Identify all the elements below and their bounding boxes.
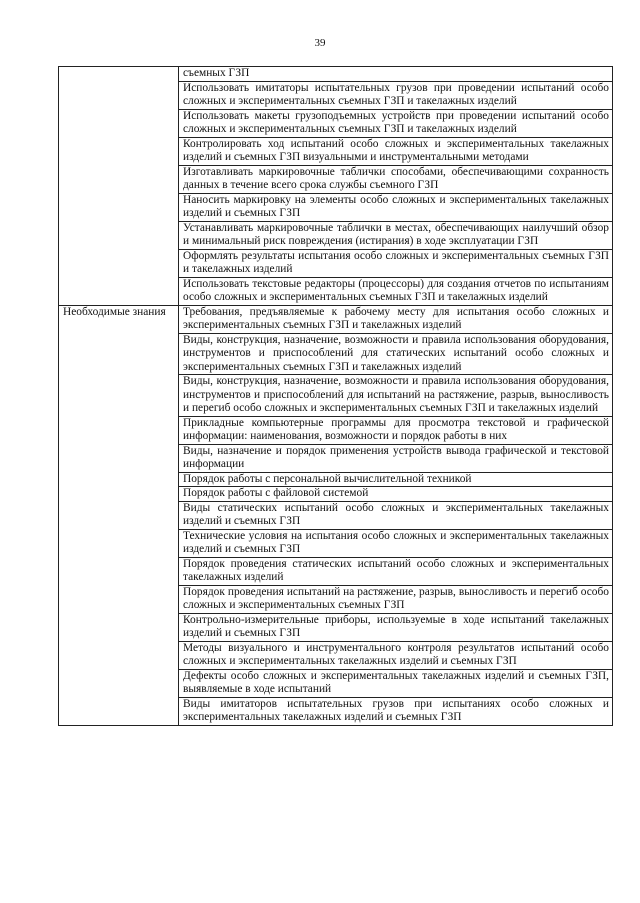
- actions-item: Оформлять результаты испытания особо сложных и экспериментальных съемных ГЗП и такелажных изделий: [179, 249, 613, 277]
- knowledge-label-cell: Необходимые знания: [59, 305, 179, 725]
- knowledge-item: Дефекты особо сложных и экспериментальных такелажных изделий и съемных ГЗП, выявляемые в ходе испытаний: [179, 669, 613, 697]
- knowledge-item: Порядок проведения статических испытаний особо сложных и экспериментальных такелажных изделий: [179, 557, 613, 585]
- knowledge-item: Порядок работы с персональной вычислительной техникой: [179, 472, 613, 487]
- table-row: [59, 67, 613, 82]
- knowledge-item: Порядок работы с файловой системой: [179, 487, 613, 502]
- actions-item: Контролировать ход испытаний особо сложных и экспериментальных такелажных изделий и съемных ГЗП визуальными и инструментальными методами: [179, 137, 613, 165]
- actions-item: Использовать макеты грузоподъемных устройств при проведении испытаний особо сложных и экспериментальных съемных ГЗП и такелажных изделий: [179, 109, 613, 137]
- actions-item: Устанавливать маркировочные таблички в местах, обеспечивающих наилучший обзор и минимальный риск повреждения (истирания) в ходе эксплуатации ГЗП: [179, 221, 613, 249]
- knowledge-item: Методы визуального и инструментального контроля результатов испытаний особо сложных и экспериментальных такелажных изделий и съемных ГЗП: [179, 641, 613, 669]
- actions-item: съемных ГЗП: [179, 67, 613, 82]
- knowledge-item: Прикладные компьютерные программы для просмотра текстовой и графической информации: наименования, возможности и порядок работы в них: [179, 416, 613, 444]
- knowledge-item: Виды, назначение и порядок применения устройств вывода графической и текстовой информации: [179, 444, 613, 472]
- knowledge-item: Виды статических испытаний особо сложных и экспериментальных такелажных изделий и съемных ГЗП: [179, 501, 613, 529]
- knowledge-item: Порядок проведения испытаний на растяжение, разрыв, выносливость и перегиб особо сложных и экспериментальных съемных ГЗП: [179, 585, 613, 613]
- actions-item: Изготавливать маркировочные таблички способами, обеспечивающими сохранность данных в течение всего срока службы съемного ГЗП: [179, 165, 613, 193]
- actions-item: Наносить маркировку на элементы особо сложных и экспериментальных такелажных изделий и съемных ГЗП: [179, 193, 613, 221]
- table-row: [59, 305, 613, 333]
- actions-label-cell: [59, 67, 179, 306]
- page-number: 39: [314, 37, 326, 49]
- knowledge-item: Контрольно-измерительные приборы, используемые в ходе испытаний такелажных изделий и съемных ГЗП: [179, 613, 613, 641]
- knowledge-item: Виды имитаторов испытательных грузов при испытаниях особо сложных и экспериментальных такелажных изделий и съемных ГЗП: [179, 697, 613, 725]
- knowledge-item: Виды, конструкция, назначение, возможности и правила использования оборудования, инструментов и приспособлений для испытаний на растяжение, разрыв, выносливость и перегиб особо сложных и экспериментальных съемных ГЗП и такелажных изделий: [179, 375, 613, 417]
- actions-item: Использовать имитаторы испытательных грузов при проведении испытаний особо сложных и экспериментальных съемных ГЗП и такелажных изделий: [179, 81, 613, 109]
- actions-item: Использовать текстовые редакторы (процессоры) для создания отчетов по испытаниям особо сложных и экспериментальных съемных ГЗП и такелажных изделий: [179, 277, 613, 305]
- requirements-table: [58, 66, 613, 726]
- knowledge-item: Виды, конструкция, назначение, возможности и правила использования оборудования, инструментов и приспособлений для статических испытаний особо сложных и экспериментальных съемных ГЗП и такелажных изделий: [179, 333, 613, 375]
- knowledge-item: Требования, предъявляемые к рабочему месту для испытания особо сложных и экспериментальных съемных ГЗП и такелажных изделий: [179, 305, 613, 333]
- knowledge-item: Технические условия на испытания особо сложных и экспериментальных такелажных изделий и съемных ГЗП: [179, 529, 613, 557]
